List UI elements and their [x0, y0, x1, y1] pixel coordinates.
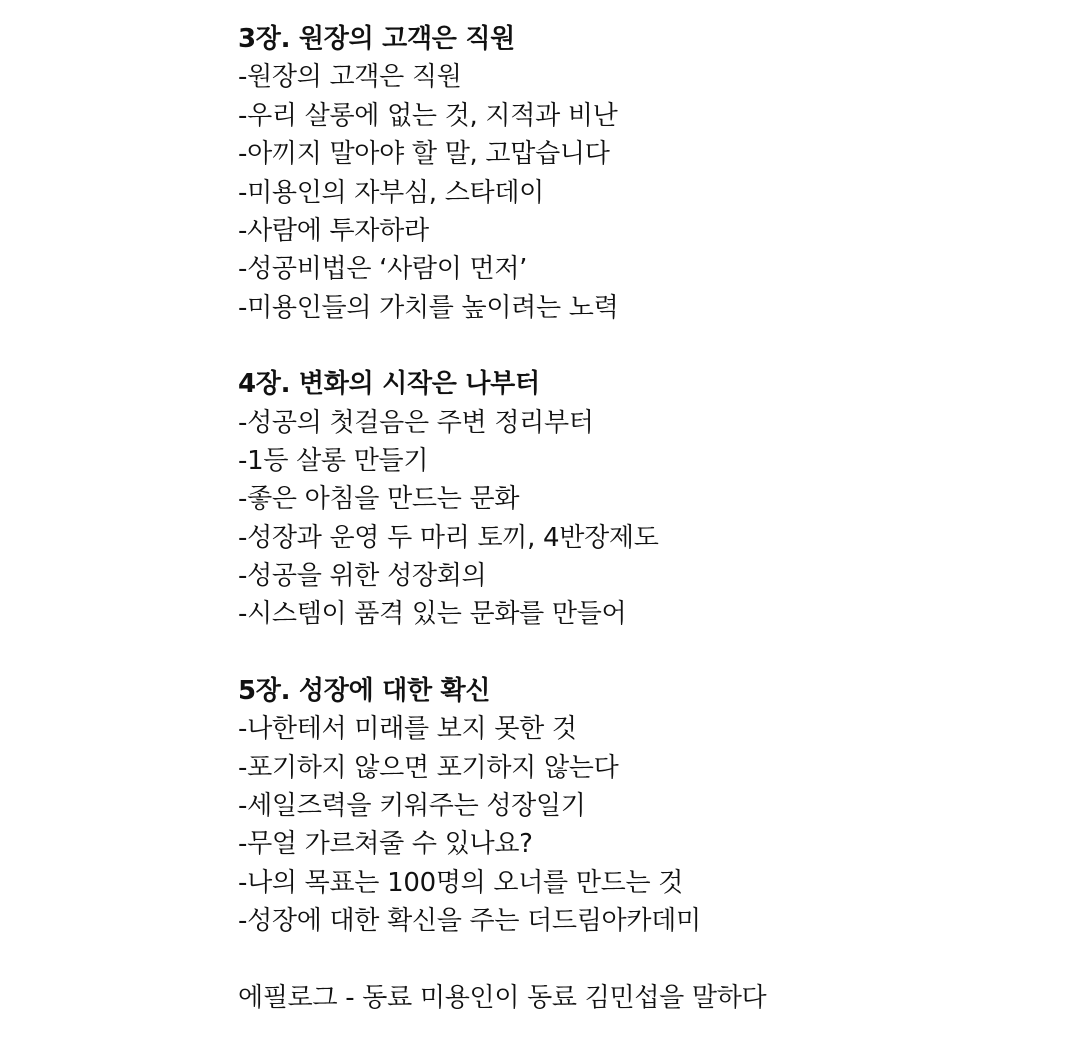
- list-item: -사람에 투자하라: [238, 215, 429, 246]
- list-item: -성공의 첫걸음은 주변 정리부터: [238, 407, 594, 438]
- list-item: -포기하지 않으면 포기하지 않는다: [238, 752, 619, 783]
- chapter-3-heading: 3장. 원장의 고객은 직원: [238, 24, 515, 54]
- list-item: -미용인들의 가치를 높이려는 노력: [238, 292, 619, 323]
- chapter-5-section: [238, 672, 1038, 941]
- epilogue-line: 에필로그 - 동료 미용인이 동료 김민섭을 말하다: [238, 982, 767, 1013]
- chapter-5-heading: 5장. 성장에 대한 확신: [238, 675, 491, 706]
- list-item: -세일즈력을 키워주는 성장일기: [238, 791, 586, 822]
- table-of-contents: [238, 20, 1038, 1017]
- list-item: -성공비법은 ‘사람이 먼저’: [238, 254, 528, 285]
- list-item: -우리 살롱에 없는 것, 지적과 비난: [238, 100, 618, 131]
- list-item: -성장에 대한 확신을 주는 더드림아카데미: [238, 906, 701, 937]
- list-item: -성장과 운영 두 마리 토끼, 4반장제도: [238, 522, 659, 553]
- chapter-4-heading: 4장. 변화의 시작은 나부터: [238, 369, 540, 400]
- list-item: -아끼지 말아야 할 말, 고맙습니다: [238, 139, 610, 170]
- list-item: -무얼 가르쳐줄 수 있나요?: [238, 829, 533, 860]
- list-item: -1등 살롱 만들기: [238, 445, 429, 476]
- list-item: -나한테서 미래를 보지 못한 것: [238, 714, 577, 745]
- chapter-3-section: [238, 20, 1038, 327]
- list-item: -나의 목표는 100명의 오너를 만드는 것: [238, 867, 684, 898]
- chapter-4-section: [238, 365, 1038, 634]
- list-item: -성공을 위한 성장회의: [238, 561, 487, 592]
- list-item: -미용인의 자부심, 스타데이: [238, 177, 544, 208]
- list-item: -시스템이 품격 있는 문화를 만들어: [238, 599, 627, 630]
- list-item: -좋은 아침을 만드는 문화: [238, 484, 520, 515]
- list-item: -원장의 고객은 직원: [238, 62, 462, 93]
